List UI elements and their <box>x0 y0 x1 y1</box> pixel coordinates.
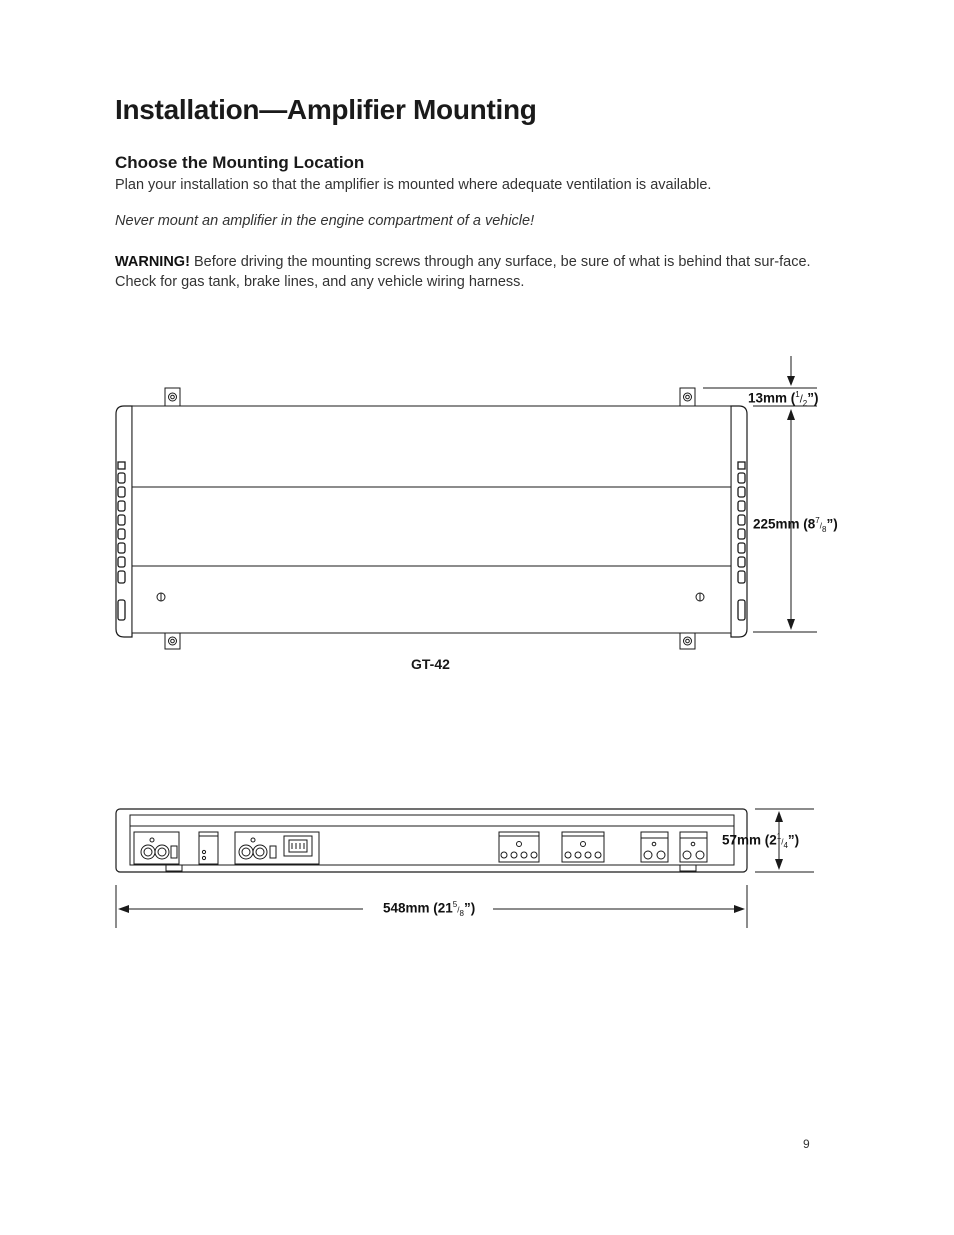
mount-tab-bottom-right <box>680 633 695 649</box>
page-number: 9 <box>803 1137 810 1151</box>
top-view <box>116 356 817 649</box>
engine-warning-paragraph: Never mount an amplifier in the engine compartment of a vehicle! <box>115 213 535 229</box>
flange-dimension-label: 13mm $(^1/_2”)$ <box>748 390 819 409</box>
height-dimension-label: 225mm $(8^7/_8”)$ <box>753 516 838 535</box>
mount-tab-top-right <box>680 388 695 406</box>
model-label: GT-42 <box>411 656 450 672</box>
mount-tab-top-left <box>165 388 180 406</box>
warning-text: Before driving the mounting screws through any surface, be sure of what is behind that sur-face. Check for gas tank, brake lines, and any vehicle wiring harness. <box>115 254 811 290</box>
ventilation-paragraph: Plan your installation so that the amplifier is mounted where adequate ventilation is available. <box>115 177 712 193</box>
warning-label: WARNING! <box>115 254 190 270</box>
width-dimension-label: 548mm $(21^5/_8”)$ <box>383 900 476 919</box>
page-title: Installation—Amplifier Mounting <box>115 94 537 125</box>
amplifier-body-top <box>132 406 731 633</box>
mount-tab-bottom-left <box>165 633 180 649</box>
section-heading: Choose the Mounting Location <box>115 153 365 172</box>
depth-dimension-label: 57mm $(2^1/_4”)$ <box>722 832 800 851</box>
